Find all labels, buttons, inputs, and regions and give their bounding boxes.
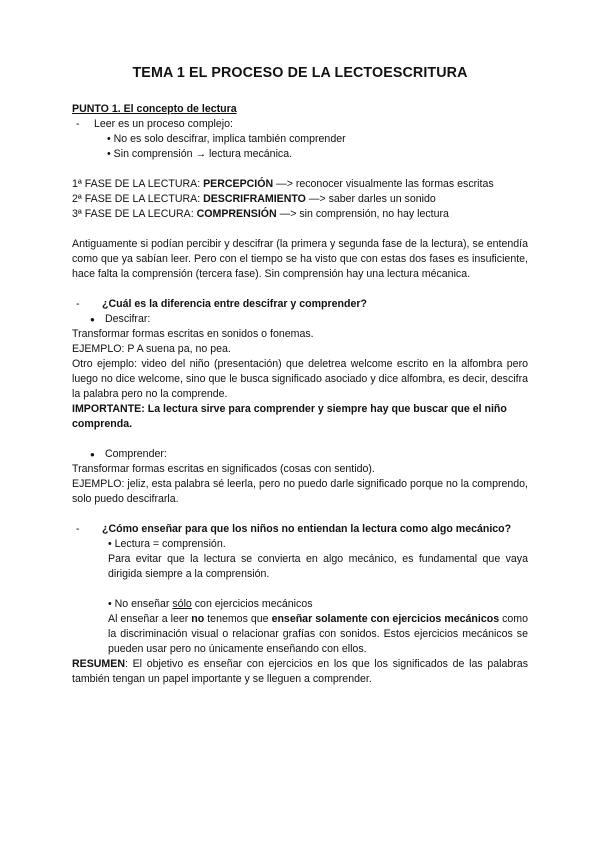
text-line: EJEMPLO: P A suena pa, no pea. xyxy=(72,343,231,355)
question-text: ¿Cuál es la diferencia entre descifrar y comprender? xyxy=(102,298,367,310)
phase-line xyxy=(72,207,528,222)
bullet-dot: ● xyxy=(90,315,95,324)
underlined-text: sólo xyxy=(172,598,192,610)
bullet-item: • Lectura = comprensión. xyxy=(108,538,226,550)
bullet-item: • No es solo descifrar, implica también comprender xyxy=(107,133,346,145)
question-heading xyxy=(72,522,528,537)
phase-description: —> sin comprensión, no hay lectura xyxy=(276,208,449,220)
bullet-item xyxy=(72,312,528,327)
section-heading-punto1: PUNTO 1. El concepto de lectura xyxy=(72,103,237,115)
phase-description: —> reconocer visualmente las formas escritas xyxy=(273,178,494,190)
text-line: Transformar formas escritas en sonidos o fonemas. xyxy=(72,328,314,340)
dash-marker: - xyxy=(76,523,80,535)
text-span: Al enseñar a leer xyxy=(108,613,192,625)
bullet-item xyxy=(72,447,528,462)
summary-label: RESUMEN xyxy=(72,658,125,670)
bullet-item xyxy=(72,597,528,612)
document-page xyxy=(72,66,528,687)
bold-text: enseñar solamente con ejercicios mecánicos xyxy=(271,613,500,625)
list-item-text: Leer es un proceso complejo: xyxy=(94,118,233,130)
phase-line xyxy=(72,177,528,192)
text-line: Transformar formas escritas en significados (cosas con sentido). xyxy=(72,463,375,475)
bullet-item: • Sin comprensión → lectura mecánica. xyxy=(107,148,293,160)
text-span: • No enseñar xyxy=(108,598,173,610)
list-item xyxy=(72,117,528,132)
bullet-dot: ● xyxy=(90,450,95,459)
paragraph: EJEMPLO: jeliz, esta palabra sé leerla, pero no puedo darle significado porque no la comprendo, solo puedo descifrarla. xyxy=(72,478,528,505)
paragraph-antiguamente: Antiguamente si podían percibir y descifrar (la primera y segunda fase de la lectura), se entendía como que ya sabían leer. Pero con el tiempo se ha visto que con estas dos fases es insuficiente, hace falta la comprensión (tercera fase). Sin comprensión hay una lectura mécanica. xyxy=(72,238,528,280)
phase-name: PERCEPCIÓN xyxy=(203,178,274,190)
text-span: tenemos que xyxy=(204,613,272,625)
paragraph xyxy=(72,612,528,657)
document-title: TEMA 1 EL PROCESO DE LA LECTOESCRITURA xyxy=(132,65,468,81)
phase-prefix: 3ª FASE DE LA LECURA: xyxy=(72,208,197,220)
question-text: ¿Cómo enseñar para que los niños no entiendan la lectura como algo mecánico? xyxy=(102,523,512,535)
phase-name: DESCRIFRAMIENTO xyxy=(203,193,306,205)
paragraph: Para evitar que la lectura se convierta en algo mecánico, es fundamental que vaya dirigida siempre a la comprensión. xyxy=(108,553,528,580)
phase-description: —> saber darles un sonido xyxy=(305,193,436,205)
summary-text: : El objetivo es enseñar con ejercicios en los que los significados de las palabras también tengan un papel importante y se lleguen a comprender. xyxy=(72,658,528,685)
important-note: IMPORTANTE: La lectura sirve para comprender y siempre hay que buscar que el niño comprenda. xyxy=(72,403,507,430)
paragraph: Otro ejemplo: video del niño (presentación) que deletrea welcome escrito en la alfombra pero luego no dice welcome, sino que le busca significado asociado y dice alfombra, es decir, descifra la palabra pero no la comprende. xyxy=(72,358,528,400)
dash-marker: - xyxy=(76,118,80,130)
phase-prefix: 1ª FASE DE LA LECTURA: xyxy=(72,178,204,190)
summary-paragraph xyxy=(72,657,528,687)
phase-line xyxy=(72,192,528,207)
bold-text: no xyxy=(191,613,205,625)
text-span: como la discriminación visual o relacionar grafías con sonidos. Estos ejercicios mecánicos se pueden usar pero no únicamente enseñando con ellos. xyxy=(108,613,529,655)
text-span: con ejercicios mecánicos xyxy=(191,598,313,610)
dash-marker: - xyxy=(76,298,80,310)
question-heading xyxy=(72,297,528,312)
phase-name: COMPRENSIÓN xyxy=(196,208,277,220)
bullet-label: Descifrar: xyxy=(105,313,151,325)
phase-prefix: 2ª FASE DE LA LECTURA: xyxy=(72,193,204,205)
bullet-label: Comprender: xyxy=(105,448,167,460)
